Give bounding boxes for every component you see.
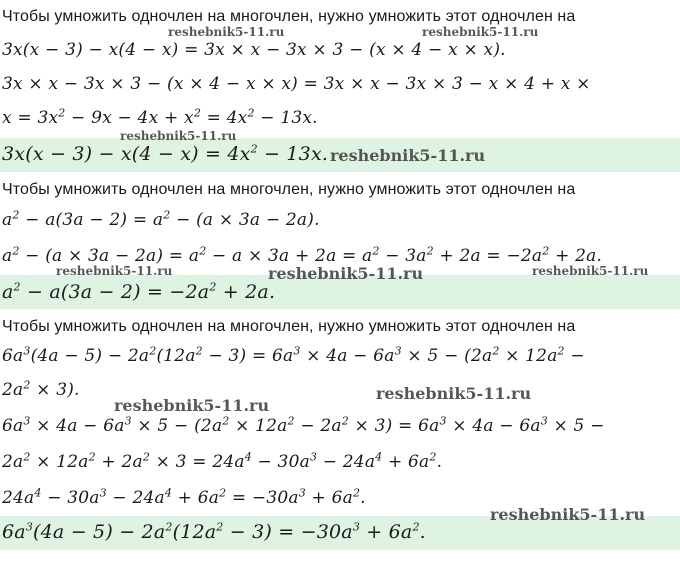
math-line: $a^2 - (a \times 3a - 2a) = a^2 - a \times 3a + 2a = a^2 - 3a^2 + 2a = -2a^2 + 2a$.: [2, 244, 603, 266]
math-line: $6a^3 \times 4a - 6a^3 \times 5 - (2a^2 \times 12a^2 - 2a^2 \times 3) = 6a^3 \times 4a - 6a^3 \times 5$ −: [2, 414, 605, 436]
watermark: reshebnik5-11.ru: [532, 264, 649, 278]
math-line: $a^2 - a(3a - 2) = a^2 - (a \times 3a - 2a)$.: [2, 208, 320, 230]
intro-text: Чтобы умножить одночлен на многочлен, нужно умножить этот одночлен на: [2, 318, 576, 335]
math-line: $x = 3x^2 - 9x - 4x + x^2 = 4x^2 - 13x$.: [2, 106, 318, 128]
answer-line: $a^2 - a(3a - 2) = -2a^2 + 2a$.: [2, 280, 276, 303]
intro-text: Чтобы умножить одночлен на многочлен, нужно умножить этот одночлен на: [2, 181, 576, 198]
watermark: reshebnik5-11.ru: [168, 25, 285, 39]
watermark: reshebnik5-11.ru: [490, 505, 646, 524]
intro-text: Чтобы умножить одночлен на многочлен, нужно умножить этот одночлен на: [2, 8, 576, 25]
watermark: reshebnik5-11.ru: [120, 129, 237, 143]
watermark: reshebnik5-11.ru: [114, 396, 270, 415]
math-line: $6a^3(4a - 5) - 2a^2(12a^2 - 3) = 6a^3 \times 4a - 6a^3 \times 5 - (2a^2 \times 12a^2$ −: [2, 344, 585, 366]
watermark: reshebnik5-11.ru: [376, 384, 532, 403]
math-line: $2a^2 \times 3$).: [2, 378, 80, 400]
watermark: reshebnik5-11.ru: [330, 146, 486, 165]
answer-line: $6a^3(4a - 5) - 2a^2(12a^2 - 3) = -30a^3 + 6a^2$.: [2, 520, 426, 543]
math-line: 3x × x − 3x × 3 − (x × 4 − x × x) = 3x × x − 3x × 3 − x × 4 + x ×: [2, 74, 591, 94]
watermark: reshebnik5-11.ru: [422, 25, 539, 39]
watermark: reshebnik5-11.ru: [56, 264, 173, 278]
math-line: 3x(x − 3) − x(4 − x) = 3x × x − 3x × 3 − (x × 4 − x × x).: [2, 40, 506, 60]
math-line: $24a^4 - 30a^3 - 24a^4 + 6a^2 = -30a^3 + 6a^2$.: [2, 486, 366, 508]
watermark: reshebnik5-11.ru: [268, 264, 424, 283]
answer-line: $3x(x - 3) - x(4 - x) = 4x^2 - 13x$.: [2, 142, 329, 165]
math-line: $2a^2 \times 12a^2 + 2a^2 \times 3 = 24a^4 - 30a^3 - 24a^4 + 6a^2$.: [2, 450, 443, 472]
